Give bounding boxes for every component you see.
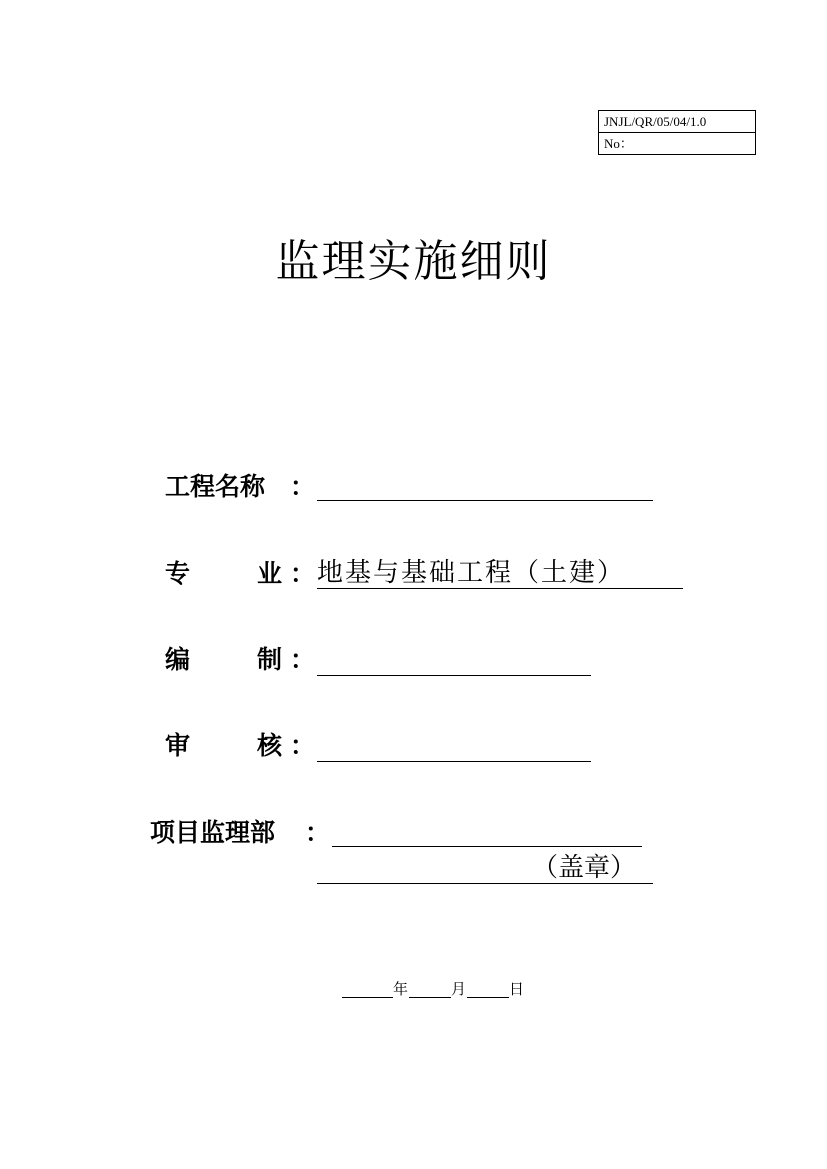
month-label: 月 [451, 982, 467, 998]
year-label: 年 [393, 982, 409, 998]
specialty-colon: ： [290, 559, 316, 588]
prepared-label-second: 制 [257, 645, 283, 674]
page-title: 监理实施细则 [275, 236, 552, 287]
specialty-field[interactable] [317, 588, 683, 589]
reviewed-label-second: 核 [257, 731, 283, 760]
day-blank[interactable] [467, 997, 509, 998]
prepared-colon: ： [290, 645, 316, 674]
reviewed-colon: ： [290, 731, 316, 760]
reviewed-by-field[interactable] [317, 761, 591, 762]
specialty-label-second: 业 [257, 559, 283, 588]
specialty-value: 地基与基础工程（土建） [317, 558, 626, 588]
document-code-box [598, 110, 756, 155]
seal-field[interactable] [317, 883, 653, 884]
department-label: 项目监理部 [150, 818, 276, 847]
department-colon: ： [305, 818, 331, 847]
reviewed-label-first: 审 [165, 731, 191, 760]
department-field[interactable] [332, 846, 642, 847]
month-blank[interactable] [409, 997, 451, 998]
prepared-by-field[interactable] [317, 675, 591, 676]
project-name-field[interactable] [317, 500, 653, 501]
prepared-label-first: 编 [165, 645, 191, 674]
specialty-label-first: 专 [165, 559, 191, 588]
seal-note: （盖章） [532, 853, 637, 883]
project-name-label: 工程名称 [165, 472, 266, 501]
document-number-label: No： [599, 132, 755, 154]
project-name-colon: ： [290, 472, 316, 501]
year-blank[interactable] [342, 997, 393, 998]
document-code: JNJL/QR/05/04/1.0 [604, 114, 707, 129]
day-label: 日 [509, 982, 525, 998]
